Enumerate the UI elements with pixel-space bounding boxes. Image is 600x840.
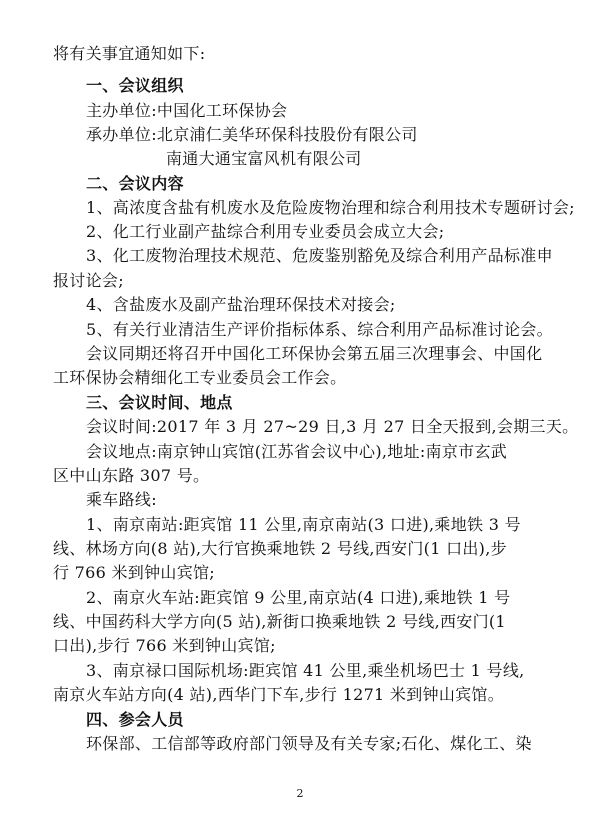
route-heading: 乘车路线: bbox=[86, 490, 157, 509]
section1-heading: 一、会议组织 bbox=[86, 76, 184, 95]
content-item4: 4、含盐废水及副产盐治理环保技术对接会; bbox=[86, 295, 396, 314]
organizer-line: 主办单位:中国化工环保协会 bbox=[86, 101, 288, 120]
route3-line1: 3、南京禄口国际机场:距宾馆 41 公里,乘坐机场巴士 1 号线, bbox=[86, 661, 525, 680]
content-item3-line1: 3、化工废物治理技术规范、危废鉴别豁免及综合利用产品标准申 bbox=[86, 246, 553, 265]
route3-line2: 南京火车站方向(4 站),西华门下车,步行 1271 米到钟山宾馆。 bbox=[53, 685, 505, 704]
content-item3-line2: 报讨论会; bbox=[53, 271, 124, 290]
section3-heading: 三、会议时间、地点 bbox=[86, 393, 233, 412]
venue-line1: 会议地点:南京钟山宾馆(江苏省会议中心),地址:南京市玄武 bbox=[86, 442, 508, 461]
content-item1: 1、高浓度含盐有机废水及危险废物治理和综合利用技术专题研讨会; bbox=[86, 198, 575, 217]
attendees-line1: 环保部、工信部等政府部门领导及有关专家;石化、煤化工、染 bbox=[86, 734, 532, 753]
co-organizer-line2: 南通大通宝富风机有限公司 bbox=[166, 149, 362, 168]
concurrent-note-line1: 会议同期还将召开中国化工环保协会第五届三次理事会、中国化 bbox=[86, 344, 543, 363]
concurrent-note-line2: 工环保协会精细化工专业委员会工作会。 bbox=[53, 368, 347, 387]
route1-line2: 线、林场方向(8 站),大行官换乘地铁 2 号线,西安门(1 口出),步 bbox=[53, 539, 507, 558]
route2-line3: 口出),步行 766 米到钟山宾馆; bbox=[53, 636, 276, 655]
route1-line3: 行 766 米到钟山宾馆; bbox=[53, 563, 216, 582]
route2-line1: 2、南京火车站:距宾馆 9 公里,南京站(4 口进),乘地铁 1 号 bbox=[86, 588, 511, 607]
route1-line1: 1、南京南站:距宾馆 11 公里,南京南站(3 口进),乘地铁 3 号 bbox=[86, 515, 521, 534]
page-number: 2 bbox=[296, 787, 304, 800]
section4-heading: 四、参会人员 bbox=[86, 710, 184, 729]
intro-text: 将有关事宜通知如下: bbox=[53, 44, 206, 63]
co-organizer-line1: 承办单位:北京浦仁美华环保科技股份有限公司 bbox=[86, 125, 418, 144]
section2-heading: 二、会议内容 bbox=[86, 174, 184, 193]
meeting-time-line: 会议时间:2017 年 3 月 27~29 日,3 月 27 日全天报到,会期三天。 bbox=[86, 417, 579, 436]
route2-line2: 线、中国药科大学方向(5 站),新街口换乘地铁 2 号线,西安门(1 bbox=[53, 612, 506, 631]
content-item5: 5、有关行业清洁生产评价指标体系、综合利用产品标准讨论会。 bbox=[86, 320, 553, 339]
content-item2: 2、化工行业副产盐综合利用专业委员会成立大会; bbox=[86, 222, 445, 241]
venue-line2: 区中山东路 307 号。 bbox=[53, 466, 210, 485]
